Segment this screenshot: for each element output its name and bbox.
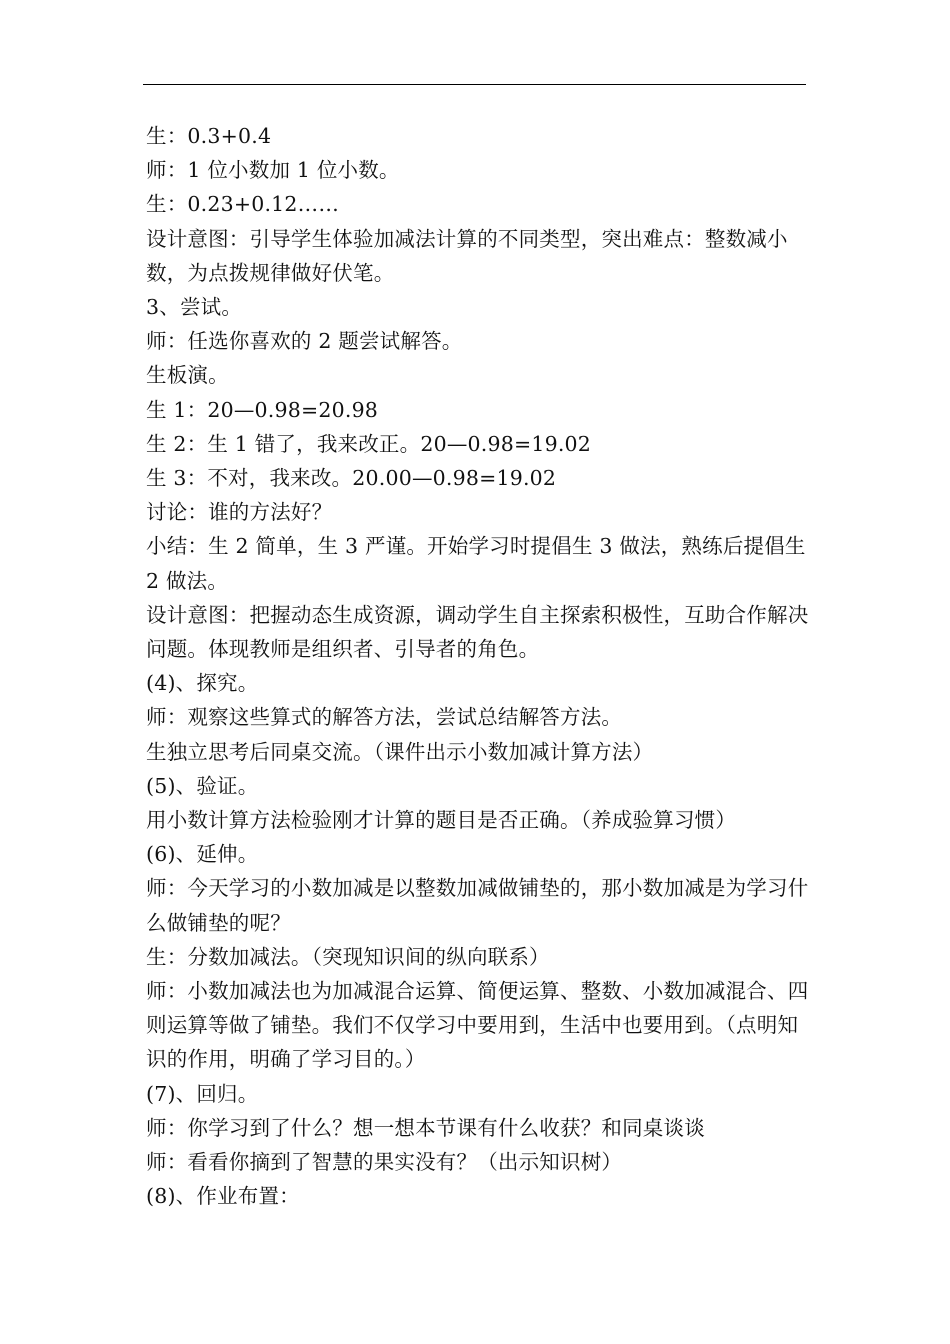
line-section-review: (7)、回归。 [146,1081,259,1106]
line-student-1: 生 1：20—0.98=20.98 [146,397,379,422]
line-teacher-6: 师：你学习到了什么？想一想本节课有什么收获？和同桌谈谈 [146,1115,705,1140]
line-teacher-4: 师：今天学习的小数加减是以整数加减做铺垫的，那小数加减是为学习什么做铺垫的呢？ [146,876,809,935]
line-teacher-5: 师：小数加减法也为加减混合运算、简便运算、整数、小数加减混合、四则运算等做了铺垫。我们不仅学习中要用到，生活中也要用到。（点明知识的作用，明确了学习目的。） [146,979,809,1072]
line-teacher-1: 师：1 位小数加 1 位小数。 [146,158,400,183]
line-student-fractions: 生：分数加减法。（突现知识间的纵向联系） [146,944,550,969]
line-student-discuss: 生独立思考后同桌交流。（课件出示小数加减计算方法） [146,739,654,764]
line-student-answer-2: 生：0.23+0.12…… [146,192,340,217]
line-verify-method: 用小数计算方法检验刚才计算的题目是否正确。（养成验算习惯） [146,808,737,833]
header-rule [143,84,806,85]
line-section-try: 3、尝试。 [146,295,243,320]
line-board-demo: 生板演。 [146,363,229,388]
line-teacher-7: 师：看看你摘到了智慧的果实没有？（出示知识树） [146,1150,623,1175]
document-body [146,119,813,1214]
line-student-2: 生 2：生 1 错了，我来改正。20—0.98=19.02 [146,431,592,456]
line-teacher-2: 师：任选你喜欢的 2 题尝试解答。 [146,329,463,354]
line-design-intent-2: 设计意图：把握动态生成资源，调动学生自主探索积极性，互助合作解决问题。体现教师是组织者、引导者的角色。 [146,602,809,662]
line-student-3: 生 3：不对，我来改。20.00—0.98=19.02 [146,466,557,491]
line-section-homework: (8)、作业布置： [146,1184,300,1209]
line-summary: 小结：生 2 简单，生 3 严谨。开始学习时提倡生 3 做法，熟练后提倡生 2 做法。 [146,534,813,593]
line-discussion: 讨论：谁的方法好？ [146,500,333,525]
line-section-explore: (4)、探究。 [146,671,259,696]
line-student-answer-1: 生：0.3+0.4 [146,124,272,148]
line-section-extend: (6)、延伸。 [146,842,259,867]
line-section-verify: (5)、验证。 [146,773,259,798]
line-design-intent-1: 设计意图：引导学生体验加减法计算的不同类型，突出难点：整数减小数，为点拨规律做好伏笔。 [146,226,788,285]
line-teacher-3: 师：观察这些算式的解答方法，尝试总结解答方法。 [146,705,623,730]
